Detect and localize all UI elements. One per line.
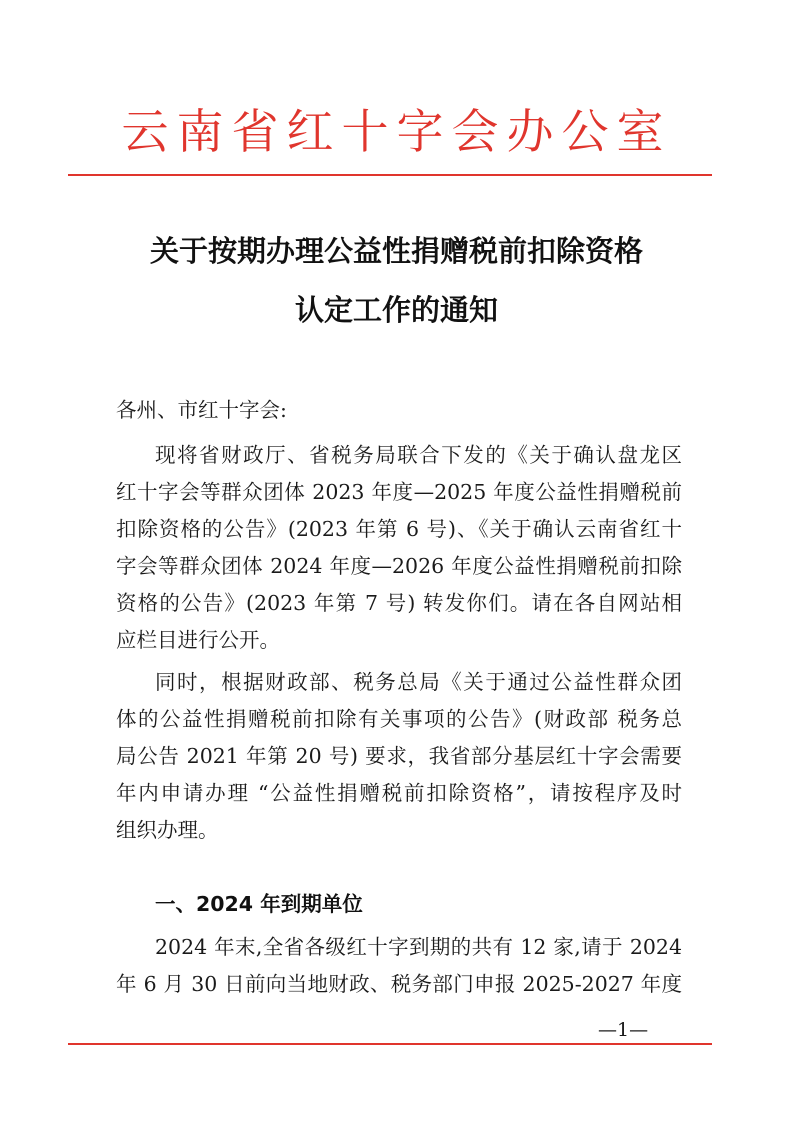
paragraph-1-line: 红十字会等群众团体 2023 年度—2025 年度公益性捐赠税前 [116,480,682,504]
paragraph-1-line: 现将省财政厅、省税务局联合下发的《关于确认盘龙区 [155,443,682,467]
paragraph-2-line: 同时，根据财政部、税务总局《关于通过公益性群众团 [155,670,682,694]
header-red-divider [68,174,712,176]
paragraph-2-line: 局公告 2021 年第 20 号) 要求，我省部分基层红十字会需要 [116,744,682,768]
paragraph-1-line: 应栏目进行公开。 [116,628,280,652]
paragraph-1-line: 字会等群众团体 2024 年度—2026 年度公益性捐赠税前扣除 [116,554,682,578]
paragraph-2-line: 体的公益性捐赠税前扣除有关事项的公告》(财政部 税务总 [116,707,682,731]
section-1-heading: 一、2024 年到期单位 [155,892,363,916]
footer-red-divider [68,1043,712,1045]
paragraph-1-line: 资格的公告》(2023 年第 7 号) 转发你们。请在各自网站相 [116,591,682,615]
paragraph-3-line: 2024 年末,全省各级红十字到期的共有 12 家,请于 2024 [155,935,682,959]
paragraph-2-line: 年内申请办理 “公益性捐赠税前扣除资格”，请按程序及时 [116,781,682,805]
paragraph-2-line: 组织办理。 [116,818,219,842]
issuing-organization-header: 云南省红十字会办公室 [121,105,672,160]
paragraph-3-line: 年 6 月 30 日前向当地财政、税务部门申报 2025-2027 年度 [116,972,682,996]
document-title-line-2: 认定工作的通知 [294,293,498,327]
salutation: 各州、市红十字会: [116,398,287,422]
page-number: —1— [598,1019,649,1041]
document-title-line-1: 关于按期办理公益性捐赠税前扣除资格 [149,234,643,268]
paragraph-1-line: 扣除资格的公告》(2023 年第 6 号)、《关于确认云南省红十 [116,517,682,541]
